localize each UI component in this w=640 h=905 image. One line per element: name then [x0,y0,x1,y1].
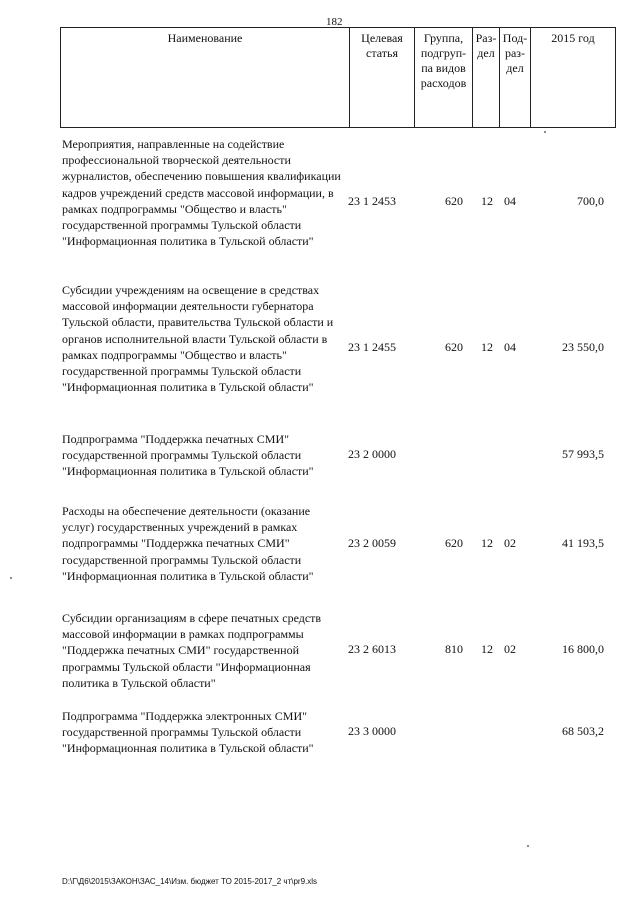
scan-speck [527,845,529,847]
page-number: 182 [326,16,343,28]
row-subsection: 02 [504,642,516,656]
row-section: 12 [481,642,493,656]
table-row [62,431,614,481]
row-target-item: 23 2 6013 [348,642,396,656]
header-group-line: расходов [420,76,467,90]
header-group [415,28,472,127]
header-section-line: Раз- [475,31,497,45]
row-target-item: 23 2 0059 [348,536,396,550]
row-target-item: 23 3 0000 [348,724,396,738]
row-amount: 700,0 [577,194,604,208]
table-row [62,136,614,266]
header-name: Наименование [167,31,243,45]
file-path-footer: D:\Г\Д6\2015\ЗАКОН\ЗАС_14\Изм. бюджет ТО 2015-2017_2 чт\pr9.xls [62,877,318,886]
row-target-item: 23 1 2455 [348,340,396,354]
table-row [62,282,614,412]
header-subsection [500,28,530,127]
scan-speck [10,577,12,579]
row-name: Субсидии организациям в сфере печатных средств массовой информации в рамках подпрограммы "Поддержка печатных СМИ" государственной программы Тульской области "Информационная политика в Тульской области" [62,611,322,690]
row-name: Субсидии учреждениям на освещение в средствах массовой информации деятельности губернатора Тульской области, правительства Тульской области и органов исполнительной власти Тульской области в рамках подпрограммы "Общество и власть" государственной программы Тульской области "Информационная политика в Тульской области" [62,283,334,395]
scan-speck [544,131,546,133]
row-name: Подпрограмма "Поддержка печатных СМИ" государственной программы Тульской области "Информационная политика в Тульской области" [62,432,314,479]
header-subsection-line: раз- [504,46,526,60]
row-name: Расходы на обеспечение деятельности (оказание услуг) государственных учреждений в рамках подпрограммы "Поддержка печатных СМИ" государственной программы Тульской области "Информационная политика в Тульской области" [62,504,314,583]
header-group-line: подгруп- [420,46,467,60]
row-subsection: 02 [504,536,516,550]
row-amount: 41 193,5 [562,536,604,550]
table-row [62,610,614,692]
table-header [60,27,616,128]
header-year: 2015 год [551,31,595,45]
row-name: Мероприятия, направленные на содействие профессиональной творческой деятельности журналистов, обеспечению повышения квалификации кадров учреждений средств массовой информации, в рамках подпрограммы "Общество и власть" государственной программы Тульской области "Информационная политика в Тульской области" [62,137,341,249]
row-section: 12 [481,536,493,550]
header-group-line: па видов [421,61,466,75]
row-section: 12 [481,194,493,208]
row-name: Подпрограмма "Поддержка электронных СМИ" государственной программы Тульской области "Информационная политика в Тульской области" [62,709,314,756]
header-subsection-line: дел [506,61,524,75]
row-subsection: 04 [504,194,516,208]
row-group: 620 [445,340,463,354]
row-section: 12 [481,340,493,354]
header-target-item [350,28,414,127]
row-group: 620 [445,536,463,550]
header-group-line: Группа, [423,31,464,45]
row-amount: 68 503,2 [562,724,604,738]
row-subsection: 04 [504,340,516,354]
row-amount: 23 550,0 [562,340,604,354]
row-group: 620 [445,194,463,208]
header-target-item-line: Целевая [361,31,403,45]
table-row [62,708,614,758]
header-target-item-line: статья [366,46,398,60]
header-section [473,28,499,127]
row-group: 810 [445,642,463,656]
row-amount: 57 993,5 [562,447,604,461]
header-subsection-line: Под- [502,31,528,45]
header-section-line: дел [477,46,495,60]
row-target-item: 23 2 0000 [348,447,396,461]
row-target-item: 23 1 2453 [348,194,396,208]
table-row [62,503,614,585]
row-amount: 16 800,0 [562,642,604,656]
